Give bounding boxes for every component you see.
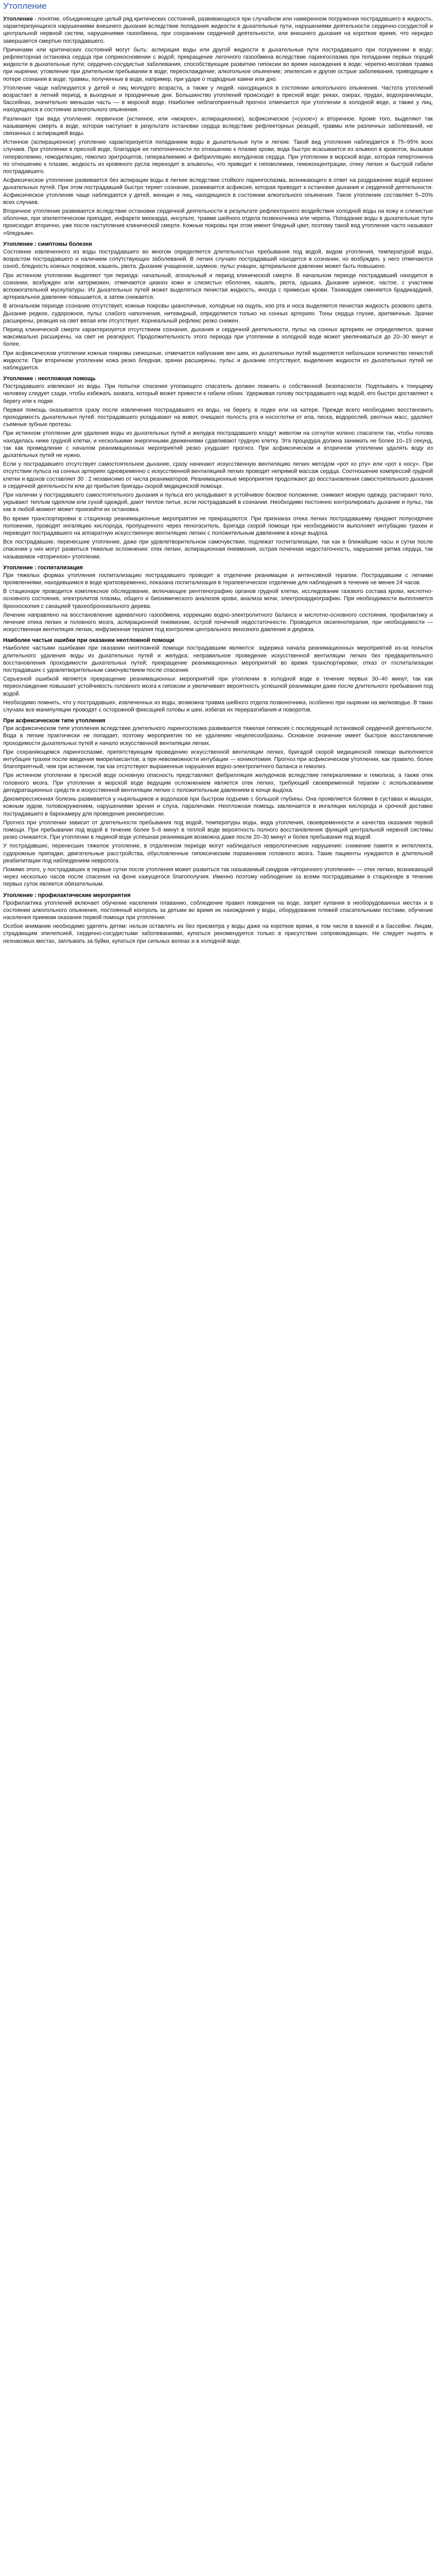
paragraph-text: Все пострадавшие, перенесшие утопление, даже при удовлетворительном самочувствии, подлежат госпитализации, так как в ближайшие часы и сутки после спасения у них могут развиться тяжелые осложнения: отек легких, аспирационная пневмония, острая почечная недостаточность, нарушения ритма сердца, так называемое «вторичное» утопление. xyxy=(3,539,433,560)
paragraph xyxy=(3,326,433,348)
paragraph xyxy=(3,819,433,841)
paragraph-text: Во время транспортировки в стационар реанимационные мероприятия не прекращаются. При признаках отека легких пострадавшему придают полусидячее положение, проводят ингаляцию кислорода, пропущенного через пеногаситель. Бригада скорой помощи при необходимости выполняет интубацию трахеи и переводит пострадавшего на аппаратную искусственную вентиляцию легких с положительным давлением в конце выдоха. xyxy=(3,515,433,536)
paragraph-text: В агональном периоде сознание отсутствует, кожные покровы цианотичные, холодные на ощупь, изо рта и носа выделяется пенистая жидкость розового цвета. Дыхание редкое, судорожное, пульс слабого наполнения, нитевидный, определяется только на сонных артериях. Тоны сердца глухие, аритмичные. Зрачки расширены, реакция на свет вялая или отсутствует. Корнеальный рефлекс резко снижен. xyxy=(3,303,433,324)
paragraph-text: Различают три вида утопления: первичное (истинное, или «мокрое», аспирационное), асфиксическое («сухое») и вторичное. Кроме того, выделяют так называемую смерть в воде, которая наступает в результате остановки сердца вследствие рефлекторных реакций, травмы или различных заболеваний, не связанных с аспирацией воды. xyxy=(3,115,433,137)
paragraph xyxy=(3,248,433,270)
article-section xyxy=(3,15,433,237)
paragraph xyxy=(3,406,433,429)
paragraph xyxy=(3,515,433,537)
paragraph xyxy=(3,749,433,771)
paragraph xyxy=(3,588,433,610)
paragraph-text: Прогноз при утоплении зависит от длительности пребывания под водой, температуры воды, вида утопления, своевременности и качества оказания первой помощи. При пребывании под водой в течение более 5–6 минут в теплой воде вероятность полного восстановления функций центральной нервной системы резко снижается. При утоплении в ледяной воде успешная реанимация возможна даже после 20–30 минут и более пребывания под водой. xyxy=(3,819,433,841)
paragraph-text: При тяжелых формах утопления госпитализацию пострадавшего проводят в отделение реанимации и интенсивной терапии. Пострадавшим с легкими проявлениями, находившимся в воде кратковременно, показана госпитализация в терапевтическое отделение для наблюдения в течение не менее 24 часов. xyxy=(3,572,433,586)
paragraph xyxy=(3,900,433,922)
article-title: Утопление xyxy=(3,1,433,13)
paragraph xyxy=(3,612,433,634)
paragraph xyxy=(3,208,433,237)
paragraph xyxy=(3,492,433,514)
paragraph xyxy=(3,699,433,714)
paragraph xyxy=(3,795,433,818)
paragraph-text: При истинном утоплении выделяют три периода: начальный, агональный и период клинической смерти. В начальном периоде пострадавший находится в сознании, возбужден или заторможен, отмечаются цианоз кожи и слизистых оболочек, кашель, рвота, одышка. Дыхание шумное, частое, с участием вспомогательной мускулатуры. Из дыхательных путей может выделяться пенистая жидкость, иногда с примесью крови. Тахикардия сменяется брадикардией, артериальное давление повышается, а затем снижается. xyxy=(3,272,433,301)
paragraph-text: Пострадавшего извлекают из воды. При попытке спасения утопающего спасатель должен помнить о собственной безопасности. Подплывать к тонущему человеку следует сзади, чтобы избежать захвата, который может привести к гибели обоих. Удерживая голову пострадавшего над водой, его быстро доставляют к берегу или к лодке. xyxy=(3,383,433,404)
paragraph xyxy=(3,725,433,747)
article-section xyxy=(3,565,433,634)
paragraph xyxy=(3,383,433,405)
paragraph-text: Профилактика утоплений включает обучение населения плаванию, соблюдение правил поведения на воде, запрет купания в необорудованных местах и в состоянии алкогольного опьянения, постоянный контроль за детьми во время их нахождения у воды, оборудование пляжей спасательными постами, обучение населения приемам оказания первой помощи при утоплении. xyxy=(3,900,433,921)
paragraph xyxy=(3,350,433,372)
paragraph-text: Наиболее частыми ошибками при оказании неотложной помощи пострадавшим являются: задержка начала реанимационных мероприятий из-за попыток длительного удаления воды из дыхательных путей и желудка; неправильное проведение искусственной вентиляции легких без предварительного восстановления проходимости дыхательных путей; прекращение реанимационных мероприятий во время транспортировки; отказ от госпитализации пострадавших с удовлетворительным самочувствием после спасения. xyxy=(3,645,433,674)
paragraph-text: В стационаре проводится комплексное обследование, включающее рентгенографию органов грудной клетки, исследование газового состава крови, кислотно-основного состояния, электролитов плазмы, общего и биохимического анализов крови, анализа мочи, электрокардиографию. При необходимости выполняется бронхоскопия с санацией трахеобронхиального дерева. xyxy=(3,588,433,609)
section-heading: Утопление : профилактические мероприятия xyxy=(3,892,131,899)
paragraph-text: Утопление чаще наблюдается у детей и лиц молодого возраста, а также у людей, находящихся в состоянии алкогольного опьянения. Частота утоплений возрастает в летний период, в выходные и праздничные дни. Большинство утоплений происходит в пресной воде: реках, озерах, прудах, водохранилищах, бассейнах, значительно меньшая часть — в морской воде. Наиболее неблагоприятный прогноз отмечается при утоплении в холодной воде, а также у лиц, находящихся в состоянии алкогольного опьянения. xyxy=(3,84,433,113)
paragraph-text: Необходимо помнить, что у пострадавших, извлеченных из воды, возможна травма шейного отдела позвоночника, особенно при нырянии на мелководье. В таких случаях все манипуляции проводят с осторожной фиксацией головы и шеи, избегая их переразгибания и поворотов. xyxy=(3,699,433,714)
section-heading: Утопление : симптомы болезни xyxy=(3,241,92,247)
paragraph-text: При асфиксическом утоплении кожные покровы синюшные, отмечается набухание вен шеи, из дыхательных путей выделяется небольшое количество пенистой жидкости. При вторичном утоплении кожа резко бледная, зрачки расширены, пульс и дыхание отсутствуют, выделения жидкости из дыхательных путей не наблюдается. xyxy=(3,350,433,371)
paragraph xyxy=(3,272,433,301)
paragraph xyxy=(3,538,433,561)
section-heading: Утопление : неотложная помощь xyxy=(3,376,96,382)
paragraph-text: Серьезной ошибкой является прекращение реанимационных мероприятий при утоплении в холодной воде в течение первых 30–40 минут, так как переохлаждение повышает устойчивость головного мозга к гипоксии и увеличивает вероятность успешной реанимации даже после длительного пребывания под водой. xyxy=(3,676,433,697)
paragraph xyxy=(3,430,433,459)
paragraph xyxy=(3,84,433,114)
section-heading: При асфиксическом типе утопления xyxy=(3,718,106,724)
paragraph-text: Вторичное утопление развивается вследствие остановки сердечной деятельности в результате рефлекторного воздействия холодной воды на кожу и слизистые оболочки, при эпилептическом припадке, инфаркте миокарда, инсульте, травме шейного отдела позвоночника или черепа. Попадание воды в дыхательные пути происходит вторично, уже после наступления клинической смерти. Кожные покровы при этом имеют бледный цвет, поэтому такой вид утопления часто называют «бледным». xyxy=(3,208,433,236)
paragraph xyxy=(3,115,433,138)
paragraph xyxy=(3,572,433,586)
paragraph-text: Истинное (аспирационное) утопление характеризуется попаданием воды в дыхательные пути и легкие. Такой вид утопления наблюдается в 75–95% всех случаев. При утоплении в пресной воде, благодаря ее гипотоничности по отношению к плазме крови, вода быстро всасывается из альвеол в кровоток, вызывая гиперволемию, гемодилюцию, гемолиз эритроцитов, гиперкалиемию и фибрилляцию желудочков сердца. При утоплении в морской воде, которая гипертонична по отношению к плазме, жидкость из кровяного русла переходит в альвеолы, что приводит к гиповолемии, гемоконцентрации, отеку легких и быстрой гибели пострадавшего. xyxy=(3,139,433,175)
paragraph-text: Причинами или критических состояний могут быть: аспирация воды или другой жидкости в дыхательные пути пострадавшего при погружении в воду; рефлекторная остановка сердца при соприкосновении с водой; прекращение легочного газообмена вследствие ларингоспазма при попадании первых порций жидкости в дыхательные пути; сердечно-сосудистые заболевания, способствующие развитию гипоксии во время нахождения в воде; черепно-мозговая травма при нырянии; утомление при длительном пребывании в воде; переохлаждение; алкогольное опьянение; эпилепсия и другие острые заболевания, приводящие к потере сознания в воде; травмы, полученные в воде, например, при ударе о подводные камни или дно. xyxy=(3,46,433,82)
article-section xyxy=(3,376,433,561)
paragraph-text: - понятие, объединяющее целый ряд критических состояний, развивающихся при случайном или намеренном погружении пострадавшего в жидкость, характеризующихся нарушениями внешнего дыхания вследствие попадания жидкости в дыхательные пути, нарушениями деятельности сердечно-сосудистой и центральной нервной систем, нарушениями газообмена, при сохранении сердечной деятельности, или внешнего дыхания на короткое время, что нередко завершается смертью пострадавшего. xyxy=(3,16,433,44)
paragraph-text: При истинном утоплении в пресной воде основную опасность представляют фибрилляция желудочков вследствие гиперкалиемии и гемолиза, а также отек головного мозга. При утоплении в морской воде ведущим осложнением является отек легких, требующий своевременной терапии с использованием дегидратационных средств и искусственной вентиляции легких с положительным давлением в конце выдоха. xyxy=(3,772,433,793)
paragraph xyxy=(3,139,433,175)
paragraph xyxy=(3,302,433,325)
paragraph-text: При наличии у пострадавшего самостоятельного дыхания и пульса его укладывают в устойчивое боковое положение, снимают мокрую одежду, растирают тело, укрывают теплым одеялом или сухой одеждой, дают теплое питье, если пострадавший в сознании. Необходимо постоянно контролировать дыхание и пульс, так как в любой момент может произойти их остановка. xyxy=(3,492,433,513)
paragraph-text: Первая помощь оказывается сразу после извлечения пострадавшего из воды, на берегу, в лодке или на катере. Прежде всего необходимо восстановить проходимость дыхательных путей: пострадавшего укладывают на живот, очищают полость рта и носоглотки от ила, песка, водорослей, рвотных масс, удаляют съемные зубные протезы. xyxy=(3,406,433,428)
article-section xyxy=(3,241,433,371)
paragraph-text: Период клинической смерти характеризуется отсутствием сознания, дыхания и сердечной деятельности, пульс на сонных артериях не определяется, зрачки максимально расширены, на свет не реагируют. Продолжительность этого периода при утоплении в холодной воде может увеличиваться до 20–30 минут и более. xyxy=(3,326,433,348)
paragraph xyxy=(3,461,433,490)
paragraph-text: Если у пострадавшего отсутствует самостоятельное дыхание, сразу начинают искусственную вентиляцию легких методом «рот ко рту» или «рот к носу». При отсутствии пульса на сонных артериях одновременно с искусственной вентиляцией легких проводят непрямой массаж сердца. Соотношение компрессий грудной клетки и вдохов составляет 30 : 2 независимо от числа реаниматоров. Реанимационные мероприятия продолжают до восстановления самостоятельного дыхания и сердечной деятельности или до прибытия бригады скорой медицинской помощи. xyxy=(3,461,433,489)
paragraph-text: Помимо этого, у пострадавших в первые сутки после утопления может развиться так называемый синдром «вторичного утопления» — отек легких, возникающий через несколько часов после спасения на фоне кажущегося благополучия. Именно поэтому наблюдение за всеми пострадавшими в стационаре в течение первых суток является обязательным. xyxy=(3,866,433,888)
paragraph-text: Особое внимание необходимо уделять детям: нельзя оставлять их без присмотра у воды даже на короткое время, в том числе в ванной и в бассейне. Лицам, страдающим эпилепсией, сердечно-сосудистыми заболеваниями, купаться рекомендуется только в присутствии сопровождающих. Не следует нырять в незнакомых местах, заплывать за буйки, купаться при сильных волнах и в холодной воде. xyxy=(3,923,433,944)
paragraph-text: Асфиксическое утопление развивается без аспирации воды в легкие вследствие стойкого ларингоспазма, возникающего в ответ на раздражение водой верхних дыхательных путей. При этом пострадавший быстро теряет сознание, развивается асфиксия, которая приводит к остановке дыхания и сердечной деятельности. Асфиксическое утопление чаще наблюдается у детей, женщин и лиц, находящихся в состоянии алкогольного опьянения. Такое утопление составляет 5–20% всех случаев. xyxy=(3,177,433,206)
paragraph xyxy=(3,923,433,945)
paragraph-text: При истинном утоплении для удаления воды из дыхательных путей и желудка пострадавшего кладут животом на согнутое колено спасателя так, чтобы голова находилась ниже грудной клетки, и несколькими энергичными движениями сдавливают грудную клетку. Эта процедура должна занимать не более 10–15 секунд, так как промедление с началом реанимационных мероприятий резко ухудшает прогноз. При асфиксическом и вторичном утоплении удалять воду из дыхательных путей не нужно. xyxy=(3,430,433,459)
paragraph xyxy=(3,15,433,45)
paragraph xyxy=(3,46,433,83)
article-section xyxy=(3,892,433,945)
paragraph-text: Лечение направлено на восстановление адекватного газообмена, коррекцию водно-электролитного баланса и кислотно-основного состояния, профилактику и лечение отека легких и головного мозга, аспирационной пневмонии, острой почечной недостаточности. Проводится оксигенотерапия, при необходимости — искусственная вентиляция легких, инфузионная терапия под контролем центрального венозного давления и диуреза. xyxy=(3,612,433,633)
paragraph xyxy=(3,842,433,865)
paragraph-text: При сохраняющемся ларингоспазме, препятствующем проведению искусственной вентиляции легких, бригадой скорой медицинской помощи выполняется интубация трахеи после введения миорелаксантов, а при невозможности интубации — коникотомия. Прогноз при асфиксическом утоплении, как правило, более благоприятный, чем при истинном, так как отсутствуют выраженные нарушения водно-электролитного баланса и гемолиз. xyxy=(3,749,433,770)
paragraph-text: Состояние извлеченного из воды пострадавшего во многом определяется длительностью пребывания под водой, видом утопления, температурой воды, возрастом пострадавшего и наличием сопутствующих заболеваний. В легких случаях пострадавший находится в сознании, но возбужден, у него отмечаются озноб, бледность кожных покровов, кашель, рвота. Дыхание учащенное, шумное, пульс учащен, артериальное давление может быть повышено. xyxy=(3,248,433,270)
paragraph-lead: Утопление xyxy=(3,16,33,22)
paragraph-text: У пострадавших, перенесших тяжелое утопление, в отдаленном периоде могут наблюдаться неврологические нарушения: снижение памяти и интеллекта, судорожные припадки, двигательные расстройства, обусловленные гипоксическим поражением головного мозга. Такие пациенты нуждаются в длительной реабилитации под наблюдением невролога. xyxy=(3,843,433,864)
paragraph xyxy=(3,866,433,888)
article-section xyxy=(3,718,433,888)
paragraph-text: Декомпрессионная болезнь развивается у ныряльщиков и водолазов при быстром подъеме с большой глубины. Она проявляется болями в суставах и мышцах, кожным зудом, головокружением, нарушениями зрения и слуха, параличами. Неотложная помощь заключается в ингаляции кислорода и срочной доставке пострадавшего в барокамеру для проведения рекомпрессии. xyxy=(3,796,433,817)
paragraph xyxy=(3,772,433,794)
paragraph xyxy=(3,177,433,206)
paragraph xyxy=(3,675,433,698)
article-section xyxy=(3,637,433,714)
section-heading: Утопление : госпитализация xyxy=(3,564,83,571)
section-heading: Наиболее частые ошибки при оказании неотложной помощи xyxy=(3,637,175,644)
paragraph xyxy=(3,645,433,674)
paragraph-text: При асфиксическом типе утопления вследствие длительного ларингоспазма развивается тяжелая гипоксия с последующей остановкой сердечной деятельности. Вода в легкие практически не попадает, поэтому мероприятия по ее удалению нецелесообразны. Основное значение имеет быстрое восстановление проходимости дыхательных путей и начало искусственной вентиляции легких. xyxy=(3,725,433,747)
article-body xyxy=(3,15,433,945)
